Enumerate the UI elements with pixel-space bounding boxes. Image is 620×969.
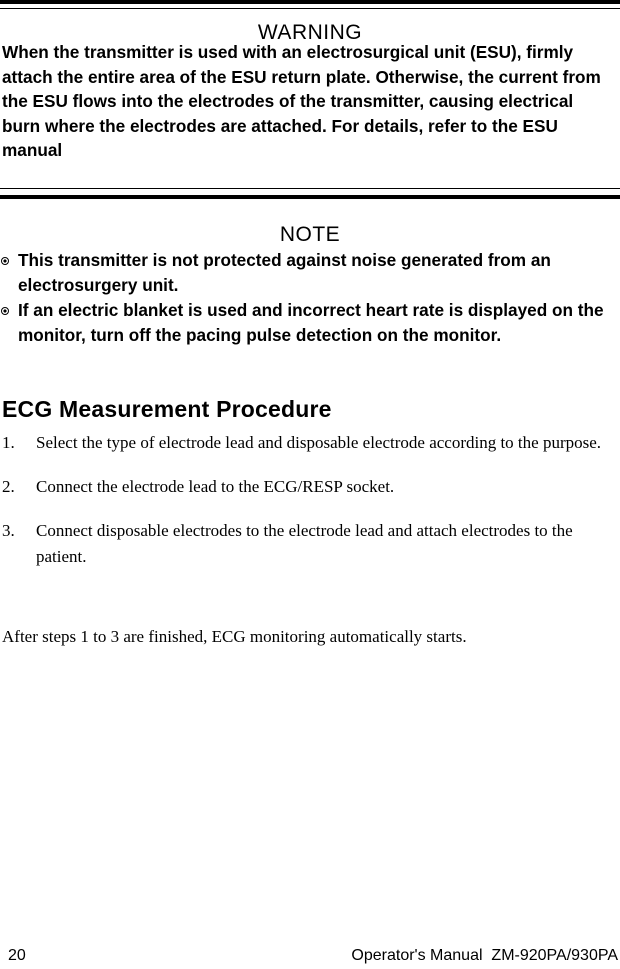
step-number: 2. bbox=[2, 477, 15, 496]
section-heading: ECG Measurement Procedure bbox=[2, 396, 332, 422]
warning-text: When the transmitter is used with an electrosurgical unit (ESU), firmly attach the entire area of the ESU return plate. Otherwise, the current from the ESU flows into the electrodes of the transmitter, causing electrical burn where the electrodes are attached. For details, refer to the ESU manual bbox=[2, 42, 601, 160]
procedure-steps bbox=[0, 430, 618, 588]
note-item bbox=[0, 248, 618, 297]
procedure-step bbox=[0, 430, 618, 456]
manual-title: Operator's Manual ZM-920PA/930PA bbox=[351, 947, 618, 964]
step-text: Connect the electrode lead to the ECG/RESP socket. bbox=[36, 477, 395, 496]
warning-title: WARNING bbox=[257, 21, 363, 44]
warning-top-rule-thick bbox=[0, 0, 620, 4]
procedure-step bbox=[0, 518, 618, 570]
note-title: NOTE bbox=[279, 223, 341, 246]
note-list bbox=[0, 248, 618, 348]
step-number: 3. bbox=[2, 521, 15, 540]
page-number: 20 bbox=[8, 947, 26, 964]
procedure-step bbox=[0, 474, 618, 500]
step-text: Select the type of electrode lead and disposable electrode according to the purpose. bbox=[36, 433, 602, 452]
step-text: Connect disposable electrodes to the electrode lead and attach electrodes to the patient. bbox=[36, 521, 573, 566]
bullet-icon bbox=[1, 307, 9, 315]
procedure-conclusion: After steps 1 to 3 are finished, ECG monitoring automatically starts. bbox=[2, 627, 467, 646]
step-number: 1. bbox=[2, 433, 15, 452]
note-item-text: If an electric blanket is used and incorrect heart rate is displayed on the monitor, turn off the pacing pulse detection on the monitor. bbox=[18, 300, 604, 345]
bullet-icon bbox=[1, 257, 9, 265]
warning-bottom-rule-thick bbox=[0, 195, 620, 199]
note-item bbox=[0, 298, 618, 347]
note-item-text: This transmitter is not protected against noise generated from an electrosurgery unit. bbox=[18, 250, 551, 295]
warning-top-rule-thin bbox=[0, 8, 620, 9]
warning-bottom-rule-thin bbox=[0, 188, 620, 189]
